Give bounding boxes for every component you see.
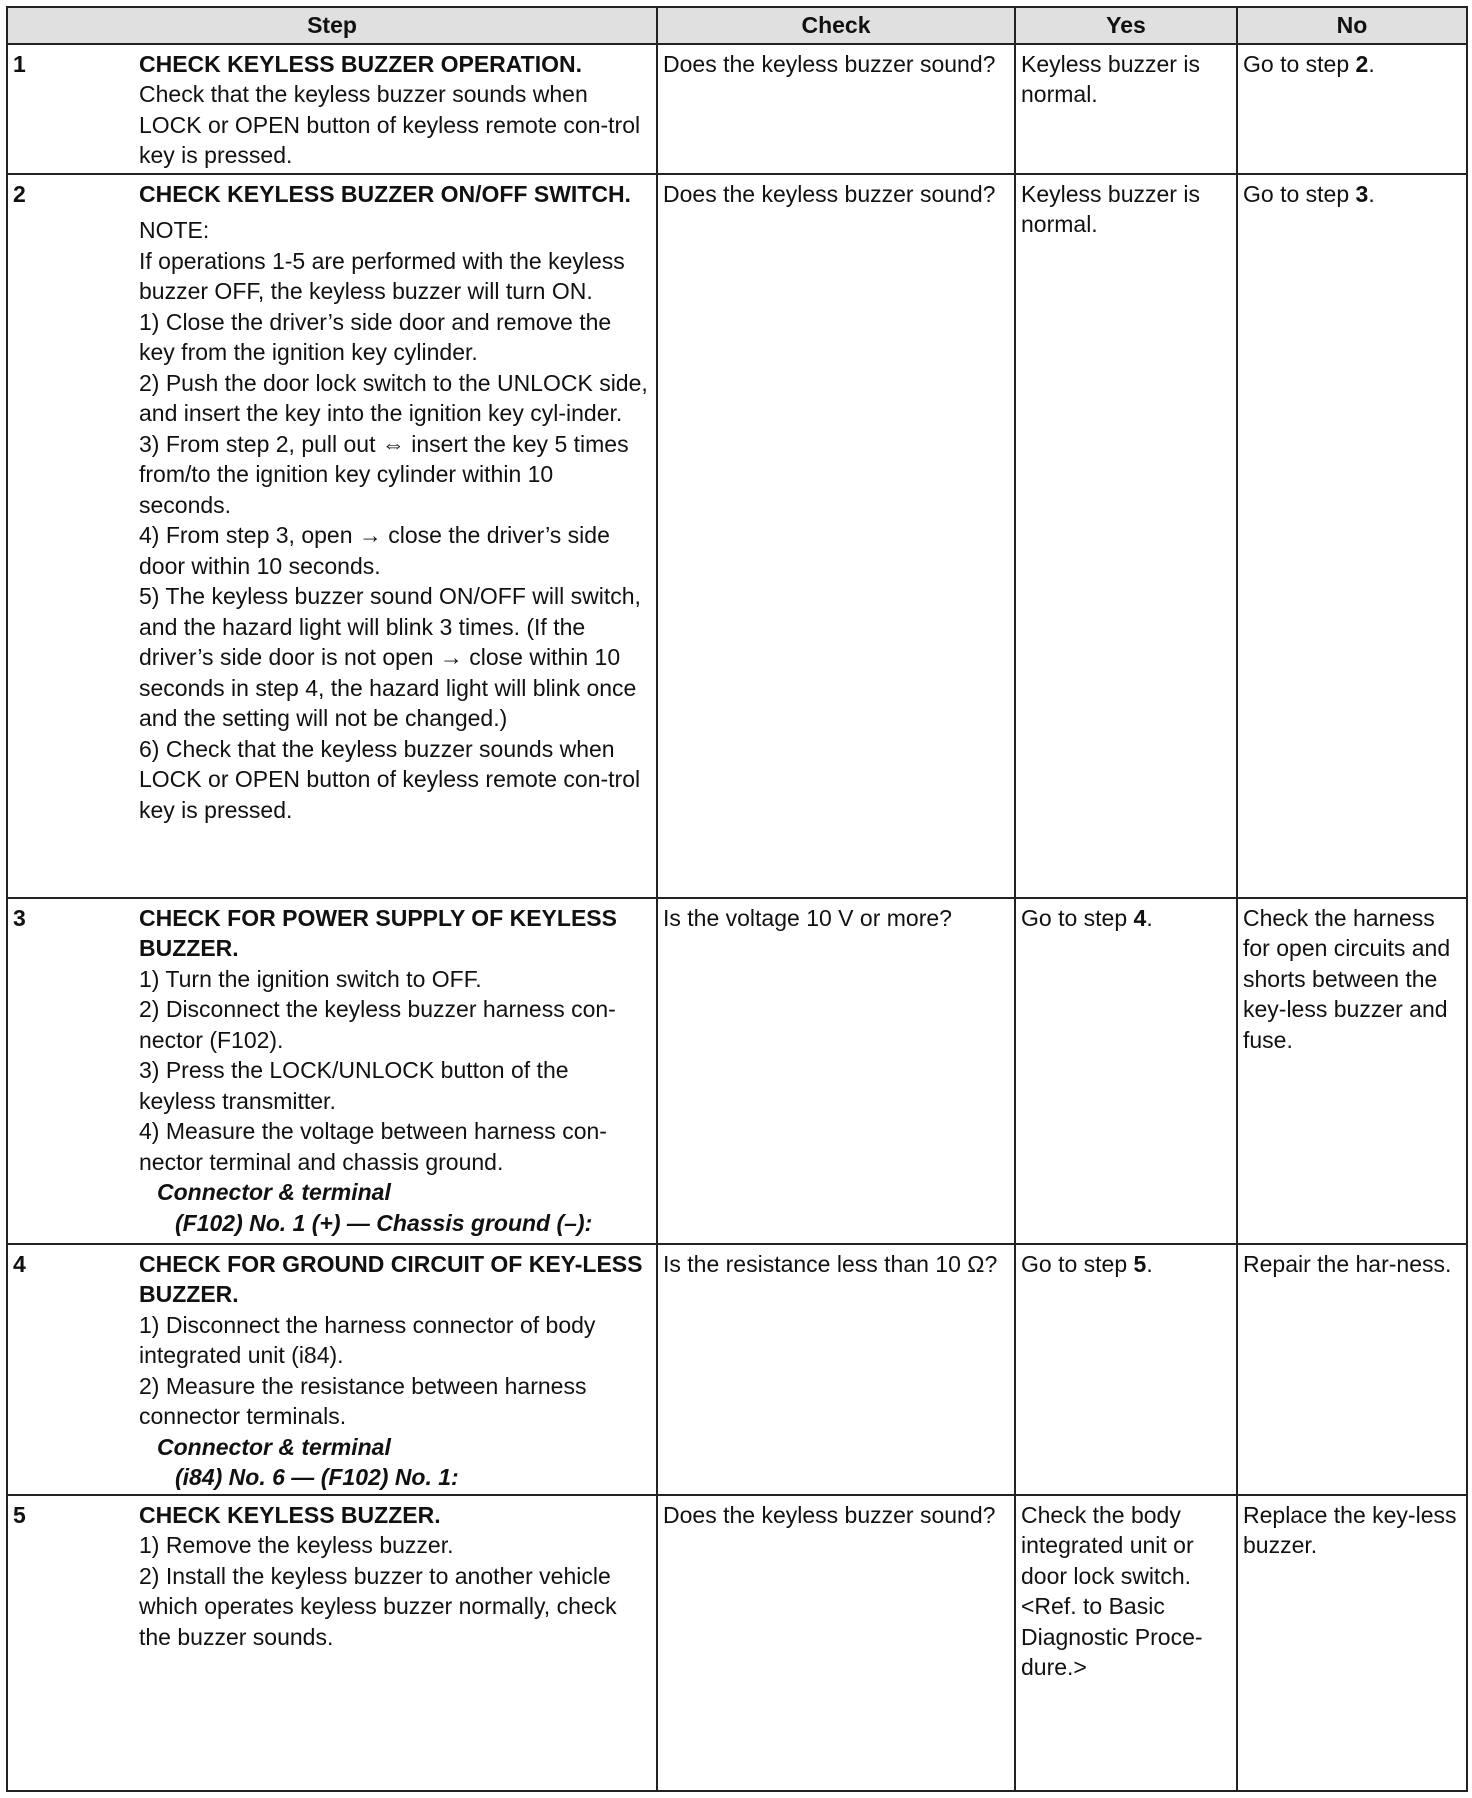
step-instruction: 1) Remove the keyless buzzer. xyxy=(139,1532,454,1558)
step-instruction: 1) Close the driver’s side door and remove the key from the ignition key cylinder. xyxy=(139,308,612,365)
header-yes: Yes xyxy=(1015,7,1237,44)
step-instruction: 2) Measure the resistance between harness connector terminals. xyxy=(139,1372,587,1429)
table-row xyxy=(7,898,1467,1244)
connector-terminal-value: (F102) No. 1 (+) — Chassis ground (–): xyxy=(175,1209,593,1236)
step-number: 4 xyxy=(13,1250,26,1277)
step-cell xyxy=(7,174,657,898)
check-cell: Is the resistance less than 10 Ω? xyxy=(657,1244,1015,1495)
no-cell: Check the harness for open circuits and shorts between the key-less buzzer and fuse. xyxy=(1237,898,1467,1244)
header-check: Check xyxy=(657,7,1015,44)
step-number: 5 xyxy=(13,1501,26,1528)
step-instruction: 6) Check that the keyless buzzer sounds when LOCK or OPEN button of keyless remote con-trol key is pressed. xyxy=(139,735,641,823)
step-instruction: 5) The keyless buzzer sound ON/OFF will switch, and the hazard light will blink 3 times. (If the driver’s side door is not open → close within 10 seconds in step 4, the hazard light will blink once and the setting will not be changed.) xyxy=(139,583,641,731)
note-label: NOTE: xyxy=(139,217,210,243)
step-cell xyxy=(7,898,657,1244)
table-row xyxy=(7,44,1467,174)
yes-suffix: . xyxy=(1146,904,1153,931)
check-cell: Does the keyless buzzer sound? xyxy=(657,174,1015,898)
step-instruction: 2) Push the door lock switch to the UNLOCK side, and insert the key into the ignition key cyl-inder. xyxy=(139,369,648,426)
step-ref: 3 xyxy=(1355,180,1369,207)
step-instruction: 1) Disconnect the harness connector of body integrated unit (i84). xyxy=(139,1311,596,1368)
step-instruction: 2) Install the keyless buzzer to another vehicle which operates keyless buzzer normally, check the buzzer sounds. xyxy=(139,1562,617,1650)
yes-suffix: . xyxy=(1146,1250,1153,1277)
step-instruction: 3) Press the LOCK/UNLOCK button of the keyless transmitter. xyxy=(139,1057,569,1114)
step-number: 1 xyxy=(13,50,26,77)
no-text: Go to step xyxy=(1243,180,1356,207)
step-title: CHECK KEYLESS BUZZER OPERATION. xyxy=(139,50,582,77)
yes-cell: Check the body integrated unit or door lock switch. <Ref. to Basic Diagnostic Proce-dure.> xyxy=(1015,1495,1237,1792)
step-title: CHECK FOR POWER SUPPLY OF KEYLESS BUZZER. xyxy=(139,904,617,961)
step-title: CHECK FOR GROUND CIRCUIT OF KEY-LESS BUZZER. xyxy=(139,1250,643,1307)
table-row xyxy=(7,174,1467,898)
yes-cell: Keyless buzzer is normal. xyxy=(1015,174,1237,898)
step-cell xyxy=(7,1495,657,1792)
no-cell: Repair the har-ness. xyxy=(1237,1244,1467,1495)
step-number: 3 xyxy=(13,904,26,931)
yes-cell xyxy=(1015,1244,1237,1495)
step-instruction: 4) Measure the voltage between harness con-nector terminal and chassis ground. xyxy=(139,1118,607,1175)
check-cell: Does the keyless buzzer sound? xyxy=(657,44,1015,174)
yes-cell xyxy=(1015,898,1237,1244)
table-row xyxy=(7,1244,1467,1495)
note-text: If operations 1-5 are performed with the keyless buzzer OFF, the keyless buzzer will turn ON. xyxy=(139,247,625,304)
step-number: 2 xyxy=(13,180,26,207)
step-instruction: 1) Turn the ignition switch to OFF. xyxy=(139,965,482,992)
connector-terminal-value: (i84) No. 6 — (F102) No. 1: xyxy=(175,1464,459,1490)
yes-cell: Keyless buzzer is normal. xyxy=(1015,44,1237,174)
step-instruction: 2) Disconnect the keyless buzzer harness con-nector (F102). xyxy=(139,996,616,1053)
step-instruction: 3) From step 2, pull out ⇔ insert the key 5 times from/to the ignition key cylinder within 10 seconds. xyxy=(139,430,629,518)
connector-terminal-label: Connector & terminal xyxy=(157,1433,391,1460)
no-cell xyxy=(1237,44,1467,174)
step-title: CHECK KEYLESS BUZZER. xyxy=(139,1501,441,1528)
step-title: CHECK KEYLESS BUZZER ON/OFF SWITCH. xyxy=(139,180,631,207)
step-cell xyxy=(7,1244,657,1495)
header-no: No xyxy=(1237,7,1467,44)
step-cell xyxy=(7,44,657,174)
header-row xyxy=(7,7,1467,44)
diagnostic-table xyxy=(6,6,1466,1792)
step-ref: 5 xyxy=(1133,1250,1147,1277)
step-ref: 2 xyxy=(1355,50,1369,77)
yes-text: Go to step xyxy=(1021,904,1134,931)
no-text: Go to step xyxy=(1243,50,1356,77)
header-step: Step xyxy=(7,7,657,44)
step-ref: 4 xyxy=(1133,904,1147,931)
step-instruction: Check that the keyless buzzer sounds when LOCK or OPEN button of keyless remote con-trol key is pressed. xyxy=(139,81,641,168)
no-cell: Replace the key-less buzzer. xyxy=(1237,1495,1467,1792)
check-cell: Does the keyless buzzer sound? xyxy=(657,1495,1015,1792)
step-instruction: 4) From step 3, open → close the driver’s side door within 10 seconds. xyxy=(139,522,610,579)
no-cell xyxy=(1237,174,1467,898)
no-suffix: . xyxy=(1368,180,1375,207)
yes-text: Go to step xyxy=(1021,1250,1134,1277)
check-cell: Is the voltage 10 V or more? xyxy=(657,898,1015,1244)
table-row xyxy=(7,1495,1467,1792)
no-suffix: . xyxy=(1368,50,1375,77)
connector-terminal-label: Connector & terminal xyxy=(157,1179,391,1205)
